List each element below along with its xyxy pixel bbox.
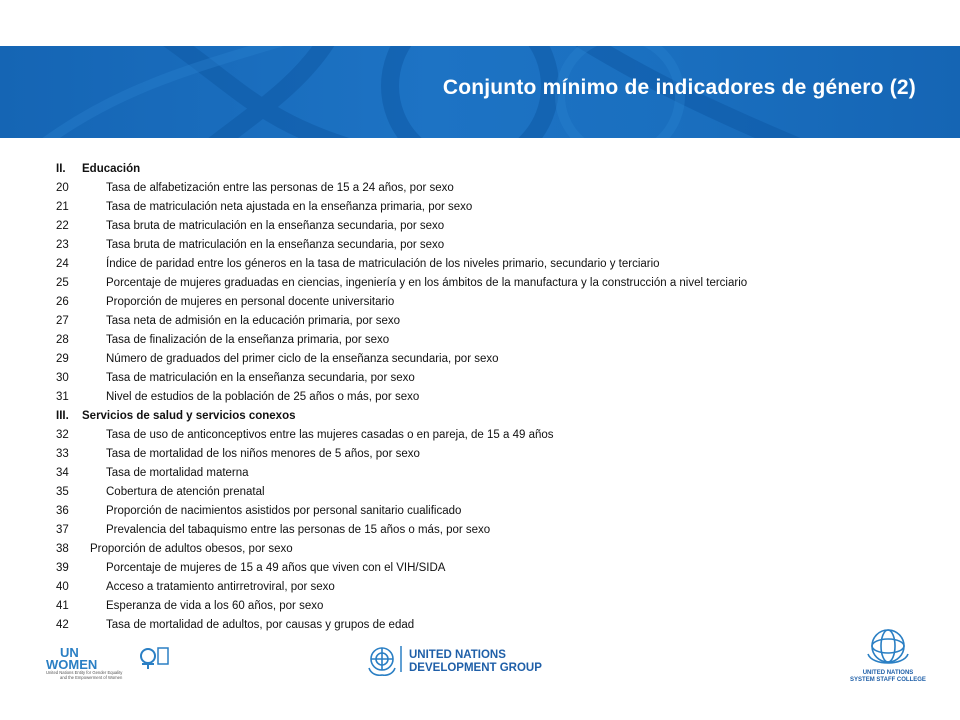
item-text: Tasa bruta de matriculación en la enseñanza secundaria, por sexo (106, 220, 445, 232)
item-text: Tasa bruta de matriculación en la enseñanza secundaria, por sexo (106, 239, 445, 251)
section-heading-education (56, 160, 936, 179)
list-item (56, 350, 936, 369)
item-text: Cobertura de atención prenatal (106, 486, 265, 498)
section-heading-health (56, 407, 936, 426)
item-text: Tasa de mortalidad de adultos, por causas y grupos de edad (106, 619, 415, 631)
page-title: Conjunto mínimo de indicadores de género (2) (442, 76, 916, 99)
item-text: Porcentaje de mujeres graduadas en ciencias, ingeniería y en los ámbitos de la manufactura y la construcción a nivel terciario (106, 277, 748, 289)
list-item (56, 464, 936, 483)
un-emblem-icon (369, 648, 395, 675)
undg-logo-graphic (365, 642, 575, 676)
list-item (56, 483, 936, 502)
list-item (56, 540, 936, 559)
list-item (56, 255, 936, 274)
item-number: 31 (56, 391, 69, 403)
item-number: 26 (56, 296, 69, 308)
item-text: Tasa de alfabetización entre las personas de 15 a 24 años, por sexo (106, 182, 454, 194)
item-number: 25 (56, 277, 69, 289)
item-text: Porcentaje de mujeres de 15 a 49 años que viven con el VIH/SIDA (106, 562, 446, 574)
list-item (56, 293, 936, 312)
svg-text:and the Empowerment of Women: and the Empowerment of Women (60, 675, 123, 680)
item-number: 39 (56, 562, 69, 574)
list-item (56, 616, 936, 635)
item-text: Nivel de estudios de la población de 25 años o más, por sexo (106, 391, 420, 403)
list-item (56, 388, 936, 407)
list-item (56, 559, 936, 578)
item-text: Acceso a tratamiento antirretroviral, por sexo (106, 581, 335, 593)
svg-text:United Nations Entity for Gend: United Nations Entity for Gender Equality (46, 670, 123, 675)
svg-text:UN: UN (60, 645, 79, 660)
item-number: 38 (56, 543, 69, 555)
item-number: 35 (56, 486, 69, 498)
item-text: Tasa neta de admisión en la educación primaria, por sexo (106, 315, 401, 327)
item-number: 33 (56, 448, 69, 460)
list-item (56, 426, 936, 445)
section-title: Educación (82, 163, 141, 175)
item-text: Esperanza de vida a los 60 años, por sexo (106, 600, 324, 612)
item-text: Proporción de adultos obesos, por sexo (90, 543, 293, 555)
svg-text:DEVELOPMENT GROUP: DEVELOPMENT GROUP (409, 662, 542, 674)
item-text: Índice de paridad entre los géneros en la tasa de matriculación de los niveles primario, secundario y terciario (106, 258, 660, 270)
unssc-logo (846, 624, 930, 684)
item-number: 40 (56, 581, 69, 593)
item-text: Proporción de mujeres en personal docente universitario (106, 296, 395, 308)
item-text: Prevalencia del tabaquismo entre las personas de 15 años o más, por sexo (106, 524, 491, 536)
item-number: 23 (56, 239, 69, 251)
item-number: 22 (56, 220, 69, 232)
item-number: 29 (56, 353, 69, 365)
item-number: 36 (56, 505, 69, 517)
item-text: Proporción de nacimientos asistidos por personal sanitario cualificado (106, 505, 462, 517)
section-roman: II. (56, 163, 66, 175)
list-item (56, 445, 936, 464)
list-item (56, 597, 936, 616)
svg-text:UNITED NATIONS: UNITED NATIONS (862, 670, 914, 676)
list-item (56, 217, 936, 236)
item-text: Tasa de uso de anticonceptivos entre las mujeres casadas o en pareja, de 15 a 49 años (106, 429, 554, 441)
item-number: 34 (56, 467, 69, 479)
item-number: 28 (56, 334, 69, 346)
list-item (56, 578, 936, 597)
item-number: 21 (56, 201, 69, 213)
item-number: 20 (56, 182, 69, 194)
item-text: Número de graduados del primer ciclo de la enseñanza secundaria, por sexo (106, 353, 499, 365)
svg-text:UNITED NATIONS: UNITED NATIONS (409, 649, 506, 661)
undg-logo (365, 642, 575, 676)
item-number: 37 (56, 524, 69, 536)
list-item (56, 236, 936, 255)
item-number: 41 (56, 600, 69, 612)
item-number: 24 (56, 258, 69, 270)
section-roman: III. (56, 410, 69, 422)
item-text: Tasa de finalización de la enseñanza primaria, por sexo (106, 334, 390, 346)
list-item (56, 198, 936, 217)
unssc-logo-graphic (846, 624, 930, 684)
list-item (56, 331, 936, 350)
list-item (56, 521, 936, 540)
item-number: 27 (56, 315, 69, 327)
indicator-list (56, 160, 936, 635)
item-text: Tasa de matriculación neta ajustada en la enseñanza primaria, por sexo (106, 201, 473, 213)
item-text: Tasa de mortalidad de los niños menores de 5 años, por sexo (106, 448, 420, 460)
list-item (56, 274, 936, 293)
item-number: 30 (56, 372, 69, 384)
list-item (56, 369, 936, 388)
item-number: 32 (56, 429, 69, 441)
un-women-logo-graphic (46, 644, 172, 680)
list-item (56, 502, 936, 521)
svg-text:WOMEN: WOMEN (46, 657, 98, 672)
un-women-logo (46, 644, 172, 680)
item-text: Tasa de matriculación en la enseñanza secundaria, por sexo (106, 372, 415, 384)
header-banner (0, 46, 960, 138)
list-item (56, 179, 936, 198)
item-text: Tasa de mortalidad materna (106, 467, 249, 479)
section-title: Servicios de salud y servicios conexos (82, 410, 296, 422)
list-item (56, 312, 936, 331)
item-number: 42 (56, 619, 69, 631)
svg-text:SYSTEM STAFF COLLEGE: SYSTEM STAFF COLLEGE (850, 677, 926, 683)
